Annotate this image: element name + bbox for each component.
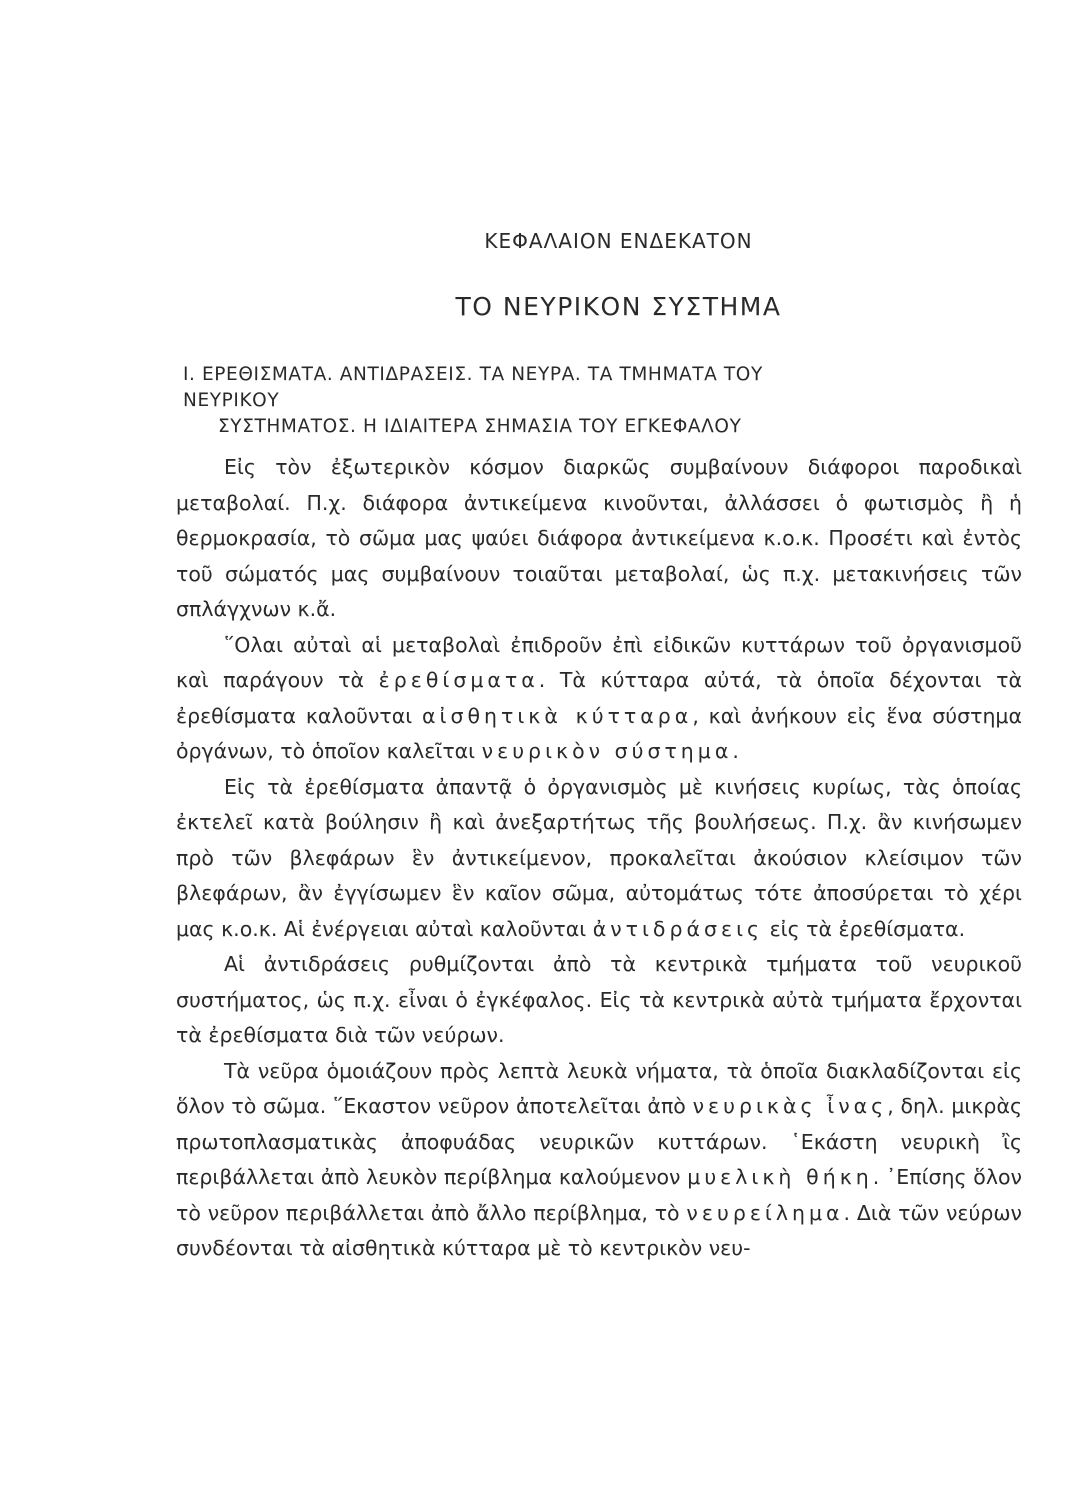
term-neurikas-inas: νευρικὰς ἶνας (692, 1094, 888, 1118)
term-myeliki-thiki: μυελικὴ θήκη (687, 1165, 873, 1189)
paragraph-3-text: Εἰς τὰ ἐρεθίσματα ἀπαντᾷ ὁ ὀργανισμὸς μὲ κινήσεις κυρίως, τὰς ὁποίας ἐκτελεῖ κατὰ βούλησιν ἢ καὶ ἀνεξαρτήτως τῆς βουλήσεως. Π.χ. ἂν κινήσωμεν πρὸ τῶν βλεφάρων ἓν ἀντικείμενον, προκαλεῖται ἀκούσιον κλείσιμον τῶν βλεφάρων, ἂν ἐγγίσωμεν ἓν καῖον σῶμα, αὐτομάτως τότε ἀποσύρεται τὸ χέρι μας κ.ο.κ. Αἱ ἐνέργειαι αὐταὶ καλοῦνται (176, 774, 1022, 941)
paragraph-4: Αἱ ἀντιδράσεις ρυθμίζονται ἀπὸ τὰ κεντρικὰ τμήματα τοῦ νευρικοῦ συστήματος, ὡς π.χ. εἶναι ὁ ἐγκέφαλος. Εἰς τὰ κεντρικὰ αὐτὰ τμήματα ἔρχονται τὰ ἐρεθίσματα διὰ τῶν νεύρων. (176, 952, 1022, 1047)
paragraph-5-text: . Διὰ τῶν νεύρων συνδέονται τὰ αἰσθητικὰ κύτταρα μὲ τὸ κεντρικὸν νευ- (176, 1200, 1022, 1260)
paragraph-3-text: εἰς τὰ ἐρεθίσματα. (769, 916, 966, 941)
paragraph-5-text: , δηλ. μικρὰς πρωτοπλασματικὰς ἀποφυάδας νευρικῶν κυττάρων. ῾Εκάστη νευρικὴ ἲς περιβάλλεται ἀπὸ λευκὸν περίβλημα καλούμενον (176, 1094, 1022, 1189)
term-antidraseis: ἀντιδράσεις (592, 916, 764, 941)
body-text (176, 450, 1022, 1267)
paragraph-5-text: Τὰ νεῦρα ὁμοιάζουν πρὸς λεπτὰ λευκὰ νήματα, τὰ ὁποῖα διακλαδίζονται εἰς ὅλον τὸ σῶμα. ῞Εκαστον νεῦρον ἀποτελεῖται ἀπὸ (176, 1058, 1022, 1118)
chapter-label: ΚΕΦΑΛΑΙΟΝ ΕΝΔΕΚΑΤΟΝ (484, 229, 753, 253)
paragraph-5-text: . ᾿Επίσης ὅλον τὸ νεῦρον περιβάλλεται ἀπὸ ἄλλο περίβλημα, τὸ (176, 1165, 1022, 1225)
section-heading (183, 362, 833, 440)
term-erethismata: ἐρεθίσματα (378, 668, 539, 692)
paragraph-5 (176, 1054, 1022, 1267)
section-heading-line-2: ΣΥΣΤΗΜΑΤΟΣ. Η ΙΔΙΑΙΤΕΡΑ ΣΗΜΑΣΙΑ ΤΟΥ ΕΓΚΕΦΑΛΟΥ (218, 416, 742, 437)
paragraph-3 (176, 770, 1022, 948)
paragraph-1: Εἰς τὸν ἐξωτερικὸν κόσμον διαρκῶς συμβαίνουν διάφοροι παροδικαὶ μεταβολαί. Π.χ. διάφορα ἀντικείμενα κινοῦνται, ἀλλάσσει ὁ φωτισμὸς ἢ ἡ θερμοκρασία, τὸ σῶμα μας ψαύει διάφορα ἀντικείμενα κ.ο.κ. Προσέτι καὶ ἐντὸς τοῦ σώματός μας συμβαίνουν τοιαῦται μεταβολαί, ὡς π.χ. μετακινήσεις τῶν σπλάγχνων κ.ἄ. (176, 455, 1022, 621)
paragraph-2-text: . (732, 739, 739, 763)
paragraph-2-text: , καὶ ἀνήκουν εἰς ἕνα σύστημα ὀργάνων, τὸ ὁποῖον καλεῖται (176, 703, 1022, 763)
paragraph-2 (176, 628, 1022, 770)
section-heading-line-1: I. ΕΡΕΘΙΣΜΑΤΑ. ΑΝΤΙΔΡΑΣΕΙΣ. ΤΑ ΝΕΥΡΑ. ΤΑ ΤΜΗΜΑΤΑ ΤΟΥ ΝΕΥΡΙΚΟΥ (183, 364, 763, 411)
term-neurikon-systima: νευρικὸν σύστημα (481, 739, 733, 763)
chapter-title: ΤΟ ΝΕΥΡΙΚΟΝ ΣΥΣΤΗΜΑ (455, 292, 782, 321)
term-aisthitika-kyttara: αἰσθητικὰ κύτταρα (422, 703, 693, 728)
paragraph-2-text: . Τὰ κύτταρα αὐτά, τὰ ὁποῖα δέχονται τὰ ἐρεθίσματα καλοῦνται (176, 668, 1022, 728)
term-neureilima: νευρείλημα (686, 1200, 844, 1225)
paragraph-2-text: ῞Ολαι αὐταὶ αἱ μεταβολαὶ ἐπιδροῦν ἐπὶ εἰδικῶν κυττάρων τοῦ ὀργανισμοῦ καὶ παράγουν τὰ (176, 632, 1022, 692)
